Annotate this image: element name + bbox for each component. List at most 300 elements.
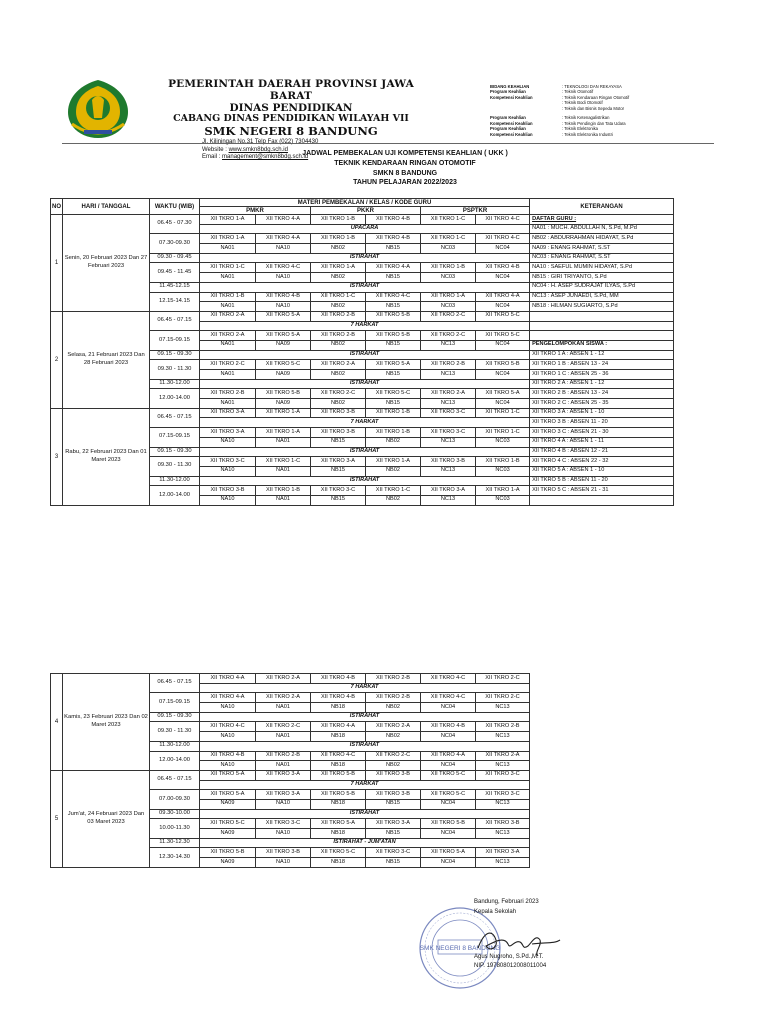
- class-cell: XII TKRO 1-B: [421, 263, 476, 273]
- field-row: [490, 132, 720, 137]
- teacher-code-cell: NA01: [256, 703, 311, 713]
- teacher-code-cell: NC04: [421, 858, 476, 868]
- class-cell: XII TKRO 5-A: [311, 819, 366, 829]
- teacher-code-cell: NB15: [311, 495, 366, 505]
- class-cell: XII TKRO 5-B: [311, 770, 366, 780]
- class-cell: XII TKRO 2-A: [476, 751, 530, 761]
- notes-cell: XII TKRO 4 B : ABSEN 12 - 21: [530, 447, 674, 457]
- class-cell: XII TKRO 4-A: [200, 693, 256, 703]
- teacher-code-cell: NC04: [421, 732, 476, 742]
- teacher-code-cell: NA09: [200, 858, 256, 868]
- field-key: Program Keahlian: [490, 126, 526, 132]
- email-label: Email :: [202, 154, 223, 161]
- class-cell: XII TKRO 2-C: [366, 751, 421, 761]
- notes-cell: NB18 : HILMAN SUGIARTO, S.Pd: [530, 302, 674, 312]
- teacher-code-cell: NA01: [200, 370, 256, 380]
- class-cell: XII TKRO 3-C: [311, 486, 366, 496]
- teacher-code-cell: NA09: [200, 829, 256, 839]
- teacher-code-cell: NB02: [311, 340, 366, 350]
- break-label: ISTIRAHAT: [200, 809, 530, 819]
- class-cell: XII TKRO 1-B: [366, 408, 421, 418]
- time-slot: 09.30 - 09.45: [150, 253, 200, 263]
- school-name: SMK NEGERI 8 BANDUNG: [204, 124, 378, 139]
- teacher-code-cell: NA01: [200, 302, 256, 312]
- class-cell: XII TKRO 3-C: [421, 408, 476, 418]
- time-slot: 09.30-10.00: [150, 809, 200, 819]
- field-key: Kompetensi Keahlian: [490, 131, 533, 137]
- teacher-code-cell: NB15: [366, 340, 421, 350]
- class-cell: XII TKRO 5-A: [256, 331, 311, 341]
- field-key: Program Keahlian: [490, 89, 526, 95]
- activity-label: 7 HARKAT: [200, 683, 530, 693]
- class-cell: XII TKRO 1-C: [256, 457, 311, 467]
- teacher-code-cell: NB02: [366, 495, 421, 505]
- time-slot: 06.45 - 07.15: [150, 770, 200, 789]
- gov-name: PEMERINTAH DAERAH PROVINSI JAWA BARAT: [168, 78, 414, 103]
- class-cell: XII TKRO 5-B: [476, 360, 530, 370]
- teacher-code-cell: NA01: [200, 399, 256, 409]
- notes-cell: [530, 311, 674, 321]
- teacher-code-cell: NB02: [311, 244, 366, 254]
- time-slot: 11.45-12.15: [150, 282, 200, 292]
- break-label: ISTIRAHAT: [200, 253, 530, 263]
- teacher-code-cell: NB15: [366, 829, 421, 839]
- class-cell: XII TKRO 1-B: [476, 457, 530, 467]
- class-cell: XII TKRO 4-B: [421, 722, 476, 732]
- teacher-code-cell: NB18: [311, 829, 366, 839]
- class-cell: XII TKRO 2-A: [200, 331, 256, 341]
- notes-cell: XII TKRO 1 A : ABSEN 1 - 12: [530, 350, 674, 360]
- class-cell: XII TKRO 1-A: [200, 234, 256, 244]
- teacher-code-cell: NC13: [476, 761, 530, 771]
- teacher-code-cell: NA10: [200, 495, 256, 505]
- schedule-row: [51, 215, 674, 225]
- teacher-code-cell: NC13: [476, 703, 530, 713]
- class-cell: XII TKRO 5-B: [421, 819, 476, 829]
- teacher-code-cell: NC04: [476, 273, 530, 283]
- class-cell: XII TKRO 1-C: [421, 234, 476, 244]
- teacher-code-cell: NB02: [311, 399, 366, 409]
- class-cell: XII TKRO 1-A: [200, 215, 256, 225]
- teacher-code-cell: NB02: [366, 732, 421, 742]
- class-cell: XII TKRO 2-C: [476, 693, 530, 703]
- class-cell: XII TKRO 5-A: [200, 790, 256, 800]
- day-date: Senin, 20 Februari 2023 Dan 27 Februari 2023: [63, 215, 150, 312]
- teacher-code-cell: NC13: [476, 732, 530, 742]
- time-slot: 07.15-09.15: [150, 331, 200, 350]
- class-cell: XII TKRO 5-A: [421, 848, 476, 858]
- class-cell: XII TKRO 3-B: [366, 790, 421, 800]
- time-slot: 11.30-12.30: [150, 838, 200, 848]
- class-cell: XII TKRO 3-A: [366, 819, 421, 829]
- teacher-code-cell: NC04: [476, 302, 530, 312]
- branch-name: CABANG DINAS PENDIDIKAN WILAYAH VII: [173, 113, 409, 125]
- class-cell: XII TKRO 5-C: [476, 311, 530, 321]
- field-value: : Teknik dan Bisnis Sepeda Motor: [562, 105, 625, 111]
- class-cell: XII TKRO 3-A: [256, 770, 311, 780]
- break-label: ISTIRAHAT: [200, 282, 530, 292]
- day-number: 1: [51, 215, 63, 312]
- time-slot: 11.30-12.00: [150, 379, 200, 389]
- teacher-code-cell: NC03: [476, 495, 530, 505]
- teacher-code-cell: NA01: [200, 340, 256, 350]
- title-line-1: JADWAL PEMBEKALAN UJI KOMPETENSI KEAHLIAN ( UKK ): [302, 150, 508, 157]
- class-cell: XII TKRO 2-C: [421, 331, 476, 341]
- class-cell: XII TKRO 3-B: [421, 457, 476, 467]
- time-slot: 06.45 - 07.15: [150, 311, 200, 330]
- field-value: : Teknik Bodi Otomotif: [562, 100, 603, 106]
- teacher-code-cell: NB18: [311, 703, 366, 713]
- field-key: [490, 106, 562, 111]
- class-cell: XII TKRO 3-C: [366, 848, 421, 858]
- col-header-notes: KETERANGAN: [530, 199, 674, 215]
- teacher-code-cell: NA01: [256, 732, 311, 742]
- class-cell: XII TKRO 1-A: [421, 292, 476, 302]
- day-date: Jum'at, 24 Februari 2023 Dan 03 Maret 2023: [63, 770, 150, 867]
- class-cell: XII TKRO 4-A: [200, 674, 256, 684]
- class-cell: XII TKRO 2-B: [421, 360, 476, 370]
- class-cell: XII TKRO 5-A: [366, 360, 421, 370]
- signer-nip: NIP. 197808012008011004: [474, 962, 547, 969]
- class-cell: XII TKRO 1-C: [311, 292, 366, 302]
- class-cell: XII TKRO 1-A: [256, 408, 311, 418]
- class-cell: XII TKRO 5-C: [421, 790, 476, 800]
- notes-cell: XII TKRO 2 A : ABSEN 1 - 12: [530, 379, 674, 389]
- teacher-code-cell: NA01: [256, 495, 311, 505]
- class-cell: XII TKRO 4-B: [366, 215, 421, 225]
- notes-cell: XII TKRO 3 C : ABSEN 21 - 30: [530, 428, 674, 438]
- col-header-materi: MATERI PEMBEKALAN / KELAS / KODE GURU: [200, 199, 530, 207]
- notes-cell: XII TKRO 5 B : ABSEN 11 - 20: [530, 476, 674, 486]
- class-cell: XII TKRO 5-C: [311, 848, 366, 858]
- email-link[interactable]: management@smkn8bdg.sch.id: [222, 154, 309, 161]
- group-header-pkkr: PKKR: [311, 207, 421, 215]
- document-title-block: [200, 146, 610, 188]
- class-cell: XII TKRO 3-C: [476, 770, 530, 780]
- time-slot: 11.30-12.00: [150, 476, 200, 486]
- teacher-code-cell: NC04: [421, 829, 476, 839]
- notes-cell: NB02 : ABDURRAHMAN HIDAYAT, S.Pd: [530, 234, 674, 244]
- teacher-code-cell: NC13: [421, 466, 476, 476]
- class-cell: XII TKRO 4-B: [476, 263, 530, 273]
- teacher-code-cell: NB02: [311, 273, 366, 283]
- class-cell: XII TKRO 4-A: [256, 234, 311, 244]
- day-number: 5: [51, 770, 63, 867]
- teacher-code-cell: NB02: [366, 703, 421, 713]
- notes-cell: XII TKRO 5 C : ABSEN 21 - 31: [530, 486, 674, 496]
- teacher-code-cell: NC03: [476, 437, 530, 447]
- class-cell: XII TKRO 3-C: [476, 790, 530, 800]
- day-date: Kamis, 23 Februari 2023 Dan 02 Maret 2023: [63, 674, 150, 771]
- class-cell: XII TKRO 1-B: [311, 234, 366, 244]
- field-value: : Teknik Elektronika: [562, 126, 598, 132]
- class-cell: XII TKRO 5-A: [476, 389, 530, 399]
- website-link[interactable]: www.smkn8bdg.sch.id: [228, 146, 288, 153]
- teacher-code-cell: NC13: [421, 340, 476, 350]
- notes-cell: DAFTAR GURU :: [530, 215, 674, 225]
- class-cell: XII TKRO 5-C: [200, 819, 256, 829]
- teacher-code-cell: NA10: [200, 703, 256, 713]
- class-cell: XII TKRO 1-B: [366, 428, 421, 438]
- class-cell: XII TKRO 2-B: [366, 674, 421, 684]
- class-cell: XII TKRO 2-A: [200, 311, 256, 321]
- class-cell: XII TKRO 2-B: [476, 722, 530, 732]
- class-cell: XII TKRO 3-C: [421, 428, 476, 438]
- time-slot: 12.00-14.00: [150, 751, 200, 770]
- notes-cell: NA10 : SAEFUL MUMIN HIDAYAT, S.Pd: [530, 263, 674, 273]
- notes-cell: XII TKRO 1 B : ABSEN 13 - 24: [530, 360, 674, 370]
- signature-block: [474, 897, 594, 971]
- stamp-text: SMK NEGERI 8 BANDUNG: [419, 945, 501, 952]
- teacher-code-cell: NC04: [421, 799, 476, 809]
- teacher-code-cell: NA10: [256, 858, 311, 868]
- class-cell: XII TKRO 5-B: [366, 311, 421, 321]
- teacher-code-cell: NC13: [476, 829, 530, 839]
- time-slot: 07.00-09.30: [150, 790, 200, 809]
- teacher-code-cell: NC13: [421, 437, 476, 447]
- notes-cell: XII TKRO 4 A : ABSEN 1 - 11: [530, 437, 674, 447]
- notes-cell: NC04 : H. ASEP SUDRAJAT ILYAS, S.Pd: [530, 282, 674, 292]
- time-slot: 09.30 - 11.30: [150, 360, 200, 379]
- west-java-emblem-logo: [62, 78, 134, 140]
- teacher-code-cell: NB15: [366, 399, 421, 409]
- class-cell: XII TKRO 1-C: [476, 408, 530, 418]
- teacher-code-cell: NB18: [311, 761, 366, 771]
- class-cell: XII TKRO 3-A: [476, 848, 530, 858]
- class-cell: XII TKRO 2-B: [366, 693, 421, 703]
- class-cell: XII TKRO 2-A: [366, 722, 421, 732]
- class-cell: XII TKRO 4-C: [476, 215, 530, 225]
- dept-name: DINAS PENDIDIKAN: [229, 102, 353, 115]
- notes-cell: XII TKRO 4 C : ABSEN 22 - 32: [530, 457, 674, 467]
- teacher-code-cell: NC03: [476, 466, 530, 476]
- class-cell: XII TKRO 2-A: [256, 693, 311, 703]
- notes-cell: PENGELOMPOKAN SISWA :: [530, 340, 674, 350]
- col-header-time: WAKTU (WIB): [150, 199, 200, 215]
- group-header-pmkr: PMKR: [200, 207, 311, 215]
- teacher-code-cell: NB02: [311, 370, 366, 380]
- notes-cell: NC13 : ASEP JUNAEDI, S.Pd, MM: [530, 292, 674, 302]
- day-number: 4: [51, 674, 63, 771]
- class-cell: XII TKRO 2-B: [200, 389, 256, 399]
- class-cell: XII TKRO 4-A: [366, 263, 421, 273]
- teacher-code-cell: NC03: [421, 273, 476, 283]
- class-cell: XII TKRO 4-C: [311, 751, 366, 761]
- class-cell: XII TKRO 2-C: [311, 389, 366, 399]
- class-cell: XII TKRO 3-B: [256, 848, 311, 858]
- activity-label: 7 HARKAT: [200, 321, 530, 331]
- class-cell: XII TKRO 5-C: [366, 389, 421, 399]
- teacher-code-cell: NA01: [200, 273, 256, 283]
- class-cell: XII TKRO 5-B: [311, 790, 366, 800]
- class-cell: XII TKRO 4-C: [256, 263, 311, 273]
- teacher-code-cell: NB15: [366, 370, 421, 380]
- class-cell: XII TKRO 2-C: [256, 722, 311, 732]
- time-slot: 06.45 - 07.15: [150, 674, 200, 693]
- field-value: : Teknik Otomotif: [562, 89, 594, 95]
- teacher-code-cell: NC04: [476, 340, 530, 350]
- teacher-code-cell: NB15: [366, 799, 421, 809]
- notes-cell: XII TKRO 3 A : ABSEN 1 - 10: [530, 408, 674, 418]
- notes-cell: [530, 495, 674, 505]
- time-slot: 10.00-11.30: [150, 819, 200, 838]
- schedule-row: [51, 408, 674, 418]
- notes-cell: XII TKRO 3 B : ABSEN 11 - 20: [530, 418, 674, 428]
- teacher-code-cell: NC04: [421, 761, 476, 771]
- teacher-code-cell: NA10: [200, 466, 256, 476]
- letterhead-divider: [62, 143, 714, 144]
- place-date: Bandung, Februari 2023: [474, 899, 539, 905]
- break-label: ISTIRAHAT: [200, 741, 530, 751]
- class-cell: XII TKRO 2-C: [200, 360, 256, 370]
- time-slot: 09.30 - 11.30: [150, 457, 200, 476]
- class-cell: XII TKRO 4-A: [421, 751, 476, 761]
- time-slot: 12.30-14.30: [150, 848, 200, 867]
- group-header-psptkr: PSPTKR: [421, 207, 530, 215]
- teacher-code-cell: NB02: [366, 437, 421, 447]
- class-cell: XII TKRO 2-A: [421, 389, 476, 399]
- teacher-code-cell: NC04: [476, 370, 530, 380]
- class-cell: XII TKRO 3-C: [200, 457, 256, 467]
- class-cell: XII TKRO 5-C: [476, 331, 530, 341]
- class-cell: XII TKRO 4-C: [421, 674, 476, 684]
- teacher-code-cell: NC04: [421, 703, 476, 713]
- teacher-code-cell: NC13: [421, 495, 476, 505]
- class-cell: XII TKRO 2-B: [256, 751, 311, 761]
- class-cell: XII TKRO 2-A: [311, 360, 366, 370]
- class-cell: XII TKRO 5-B: [200, 848, 256, 858]
- activity-label: 7 HARKAT: [200, 418, 530, 428]
- time-slot: 11.30-12.00: [150, 741, 200, 751]
- notes-cell: XII TKRO 5 A : ABSEN 1 - 10: [530, 466, 674, 476]
- class-cell: XII TKRO 1-C: [421, 215, 476, 225]
- day-date: Selasa, 21 Februari 2023 Dan 28 Februari 2023: [63, 311, 150, 408]
- teacher-code-cell: NA01: [256, 437, 311, 447]
- teacher-code-cell: NB02: [311, 302, 366, 312]
- time-slot: 06.45 - 07.30: [150, 215, 200, 234]
- class-cell: XII TKRO 5-B: [256, 389, 311, 399]
- class-cell: XII TKRO 4-C: [200, 722, 256, 732]
- schedule-row: [51, 770, 530, 780]
- teacher-code-cell: NB18: [311, 799, 366, 809]
- class-cell: XII TKRO 3-A: [200, 408, 256, 418]
- break-label: ISTIRAHAT: [200, 379, 530, 389]
- field-row: [490, 106, 720, 111]
- break-label: ISTIRAHAT - JUM'ATAN: [200, 838, 530, 848]
- class-cell: XII TKRO 4-C: [421, 693, 476, 703]
- class-cell: XII TKRO 4-B: [366, 234, 421, 244]
- teacher-code-cell: NB15: [311, 466, 366, 476]
- activity-label: UPACARA: [200, 224, 530, 234]
- class-cell: XII TKRO 4-B: [256, 292, 311, 302]
- time-slot: 09.15 - 09.30: [150, 712, 200, 722]
- class-cell: XII TKRO 4-A: [476, 292, 530, 302]
- teacher-code-cell: NA09: [256, 399, 311, 409]
- class-cell: XII TKRO 4-A: [256, 215, 311, 225]
- field-value: : Teknik Elektronika Industri: [562, 131, 613, 137]
- teacher-code-cell: NA10: [256, 829, 311, 839]
- field-value: : Teknik Pendingin dan Tata Udara: [562, 120, 626, 126]
- teacher-code-cell: NC13: [421, 370, 476, 380]
- teacher-code-cell: NB18: [311, 858, 366, 868]
- class-cell: XII TKRO 5-A: [256, 311, 311, 321]
- notes-cell: NB15 : GIRI TRIYANTO, S.Pd: [530, 273, 674, 283]
- teacher-code-cell: NA09: [256, 340, 311, 350]
- time-slot: 07.15-09.15: [150, 428, 200, 447]
- class-cell: XII TKRO 1-B: [256, 486, 311, 496]
- col-header-no: NO: [51, 199, 63, 215]
- class-cell: XII TKRO 4-A: [311, 722, 366, 732]
- signer-name: Agus Nugroho, S.Pd.,M.T.: [474, 954, 544, 961]
- class-cell: XII TKRO 1-B: [311, 215, 366, 225]
- teacher-code-cell: NA10: [256, 799, 311, 809]
- class-cell: XII TKRO 3-A: [256, 790, 311, 800]
- break-label: ISTIRAHAT: [200, 350, 530, 360]
- teacher-code-cell: NB15: [366, 273, 421, 283]
- teacher-code-cell: NB02: [366, 466, 421, 476]
- teacher-code-cell: NB18: [311, 732, 366, 742]
- class-cell: XII TKRO 1-A: [311, 263, 366, 273]
- teacher-code-cell: NC04: [476, 399, 530, 409]
- teacher-code-cell: NB02: [366, 761, 421, 771]
- field-key: Program Keahlian: [490, 115, 526, 121]
- class-cell: XII TKRO 5-A: [200, 770, 256, 780]
- teacher-code-cell: NA10: [256, 302, 311, 312]
- notes-cell: NA01 : MUCH. ABDULLAH N, S.Pd, M.Pd: [530, 224, 674, 234]
- class-cell: XII TKRO 3-B: [200, 486, 256, 496]
- class-cell: XII TKRO 1-C: [200, 263, 256, 273]
- class-cell: XII TKRO 1-C: [476, 428, 530, 438]
- website-label: Website :: [202, 146, 229, 153]
- class-cell: XII TKRO 3-A: [311, 457, 366, 467]
- class-cell: XII TKRO 2-B: [311, 331, 366, 341]
- teacher-code-cell: NA01: [256, 466, 311, 476]
- title-line-2: TEKNIK KENDARAAN RINGAN OTOMOTIF: [334, 159, 476, 167]
- teacher-code-cell: NA09: [200, 799, 256, 809]
- teacher-code-cell: NC03: [421, 244, 476, 254]
- notes-cell: XII TKRO 1 C : ABSEN 25 - 36: [530, 370, 674, 380]
- class-cell: XII TKRO 4-B: [200, 751, 256, 761]
- class-cell: XII TKRO 1-A: [366, 457, 421, 467]
- class-cell: XII TKRO 3-B: [311, 428, 366, 438]
- time-slot: 12.15-14.15: [150, 292, 200, 311]
- notes-cell: [530, 321, 674, 331]
- time-slot: 09.15 - 09.30: [150, 350, 200, 360]
- class-cell: XII TKRO 5-C: [256, 360, 311, 370]
- class-cell: XII TKRO 2-C: [476, 674, 530, 684]
- program-fields: [490, 84, 720, 137]
- title-line-3: SMKN 8 BANDUNG: [372, 169, 438, 177]
- class-cell: XII TKRO 3-A: [421, 486, 476, 496]
- schedule-table-page-2: [50, 673, 530, 868]
- class-cell: XII TKRO 2-B: [311, 311, 366, 321]
- class-cell: XII TKRO 5-B: [366, 331, 421, 341]
- col-header-day: HARI / TANGGAL: [63, 199, 150, 215]
- break-label: ISTIRAHAT: [200, 712, 530, 722]
- day-date: Rabu, 22 Februari 2023 Dan 01 Maret 2023: [63, 408, 150, 505]
- field-key: Kompetensi Keahlian: [490, 120, 533, 126]
- schedule-row: [51, 674, 530, 684]
- teacher-code-cell: NB15: [366, 858, 421, 868]
- teacher-code-cell: NC13: [476, 858, 530, 868]
- class-cell: XII TKRO 1-C: [366, 486, 421, 496]
- notes-cell: XII TKRO 2 C : ABSEN 25 - 35: [530, 399, 674, 409]
- teacher-code-cell: NB15: [311, 437, 366, 447]
- time-slot: 09.45 - 11.45: [150, 263, 200, 282]
- teacher-code-cell: NA10: [200, 732, 256, 742]
- field-value: : Teknik Ketenagalistrikan: [562, 115, 610, 121]
- notes-cell: [530, 331, 674, 341]
